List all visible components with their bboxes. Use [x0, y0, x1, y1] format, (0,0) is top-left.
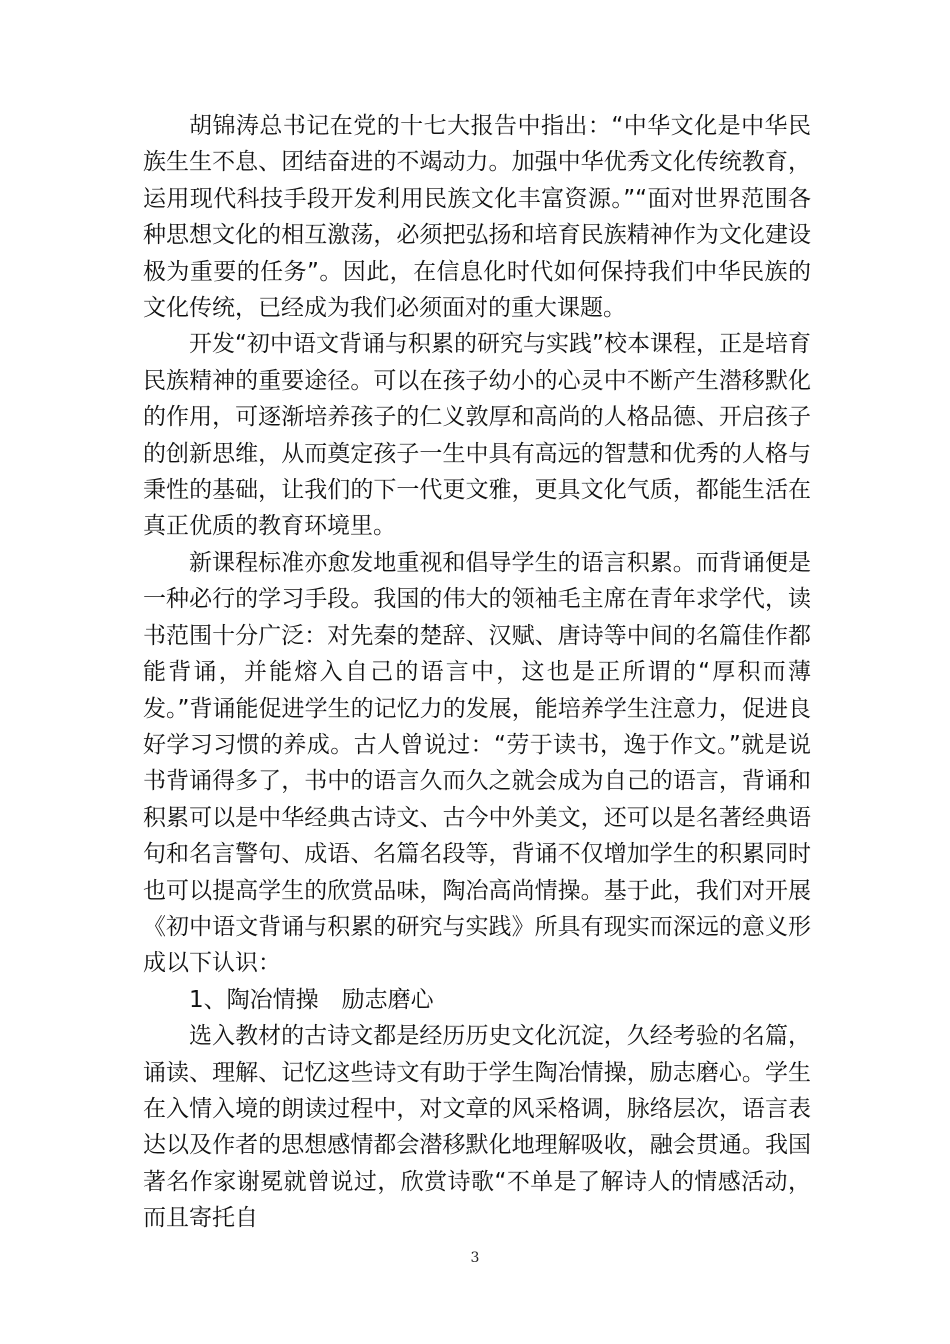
- paragraph-4: 选入教材的古诗文都是经历历史文化沉淀，久经考验的名篇，诵读、理解、记忆这些诗文有助于学生陶冶情操，励志磨心。学生在入情入境的朗读过程中，对文章的风采格调，脉络层次，语言表达以及作者的思想感情都会潜移默化地理解吸收，融会贯通。我国著名作家谢冕就曾说过，欣赏诗歌“不单是了解诗人的情感活动，而且寄托自: [143, 1023, 811, 1232]
- section-heading: 1、陶冶情操 励志磨心: [189, 986, 434, 1013]
- paragraph-3: 新课程标准亦愈发地重视和倡导学生的语言积累。而背诵便是一种必行的学习手段。我国的伟大的领袖毛主席在青年求学代，读书范围十分广泛：对先秦的楚辞、汉赋、唐诗等中间的名篇佳作都能背诵，并能熔入自己的语言中，这也是正所谓的“厚积而薄发。”背诵能促进学生的记忆力的发展，能培养学生注意力，促进良好学习习惯的养成。古人曾说过：“劳于读书，逸于作文。”就是说书背诵得多了，书中的语言久而久之就会成为自己的语言，背诵和积累可以是中华经典古诗文、古今中外美文，还可以是名著经典语句和名言警句、成语、名篇名段等，背诵不仅增加学生的积累同时也可以提高学生的欣赏品味，陶冶高尚情操。基于此，我们对开展《初中语文背诵与积累的研究与实践》所具有现实而深远的意义形成以下认识：: [143, 549, 811, 977]
- body-text: [143, 108, 811, 1237]
- page-number: 3: [470, 1250, 480, 1266]
- paragraph-1: 胡锦涛总书记在党的十七大报告中指出：“中华文化是中华民族生生不息、团结奋进的不竭动力。加强中华优秀文化传统教育，运用现代科技手段开发利用民族文化丰富资源。”“面对世界范围各种思想文化的相互激荡，必须把弘扬和培育民族精神作为文化建设极为重要的任务”。因此，在信息化时代如何保持我们中华民族的文化传统，已经成为我们必须面对的重大课题。: [143, 113, 811, 322]
- paragraph-2: 开发“初中语文背诵与积累的研究与实践”校本课程，正是培育民族精神的重要途径。可以在孩子幼小的心灵中不断产生潜移默化的作用，可逐渐培养孩子的仁义敦厚和高尚的人格品德、开启孩子的创新思维，从而奠定孩子一生中具有高远的智慧和优秀的人格与秉性的基础，让我们的下一代更文雅，更具文化气质，都能生活在真正优质的教育环境里。: [143, 331, 811, 540]
